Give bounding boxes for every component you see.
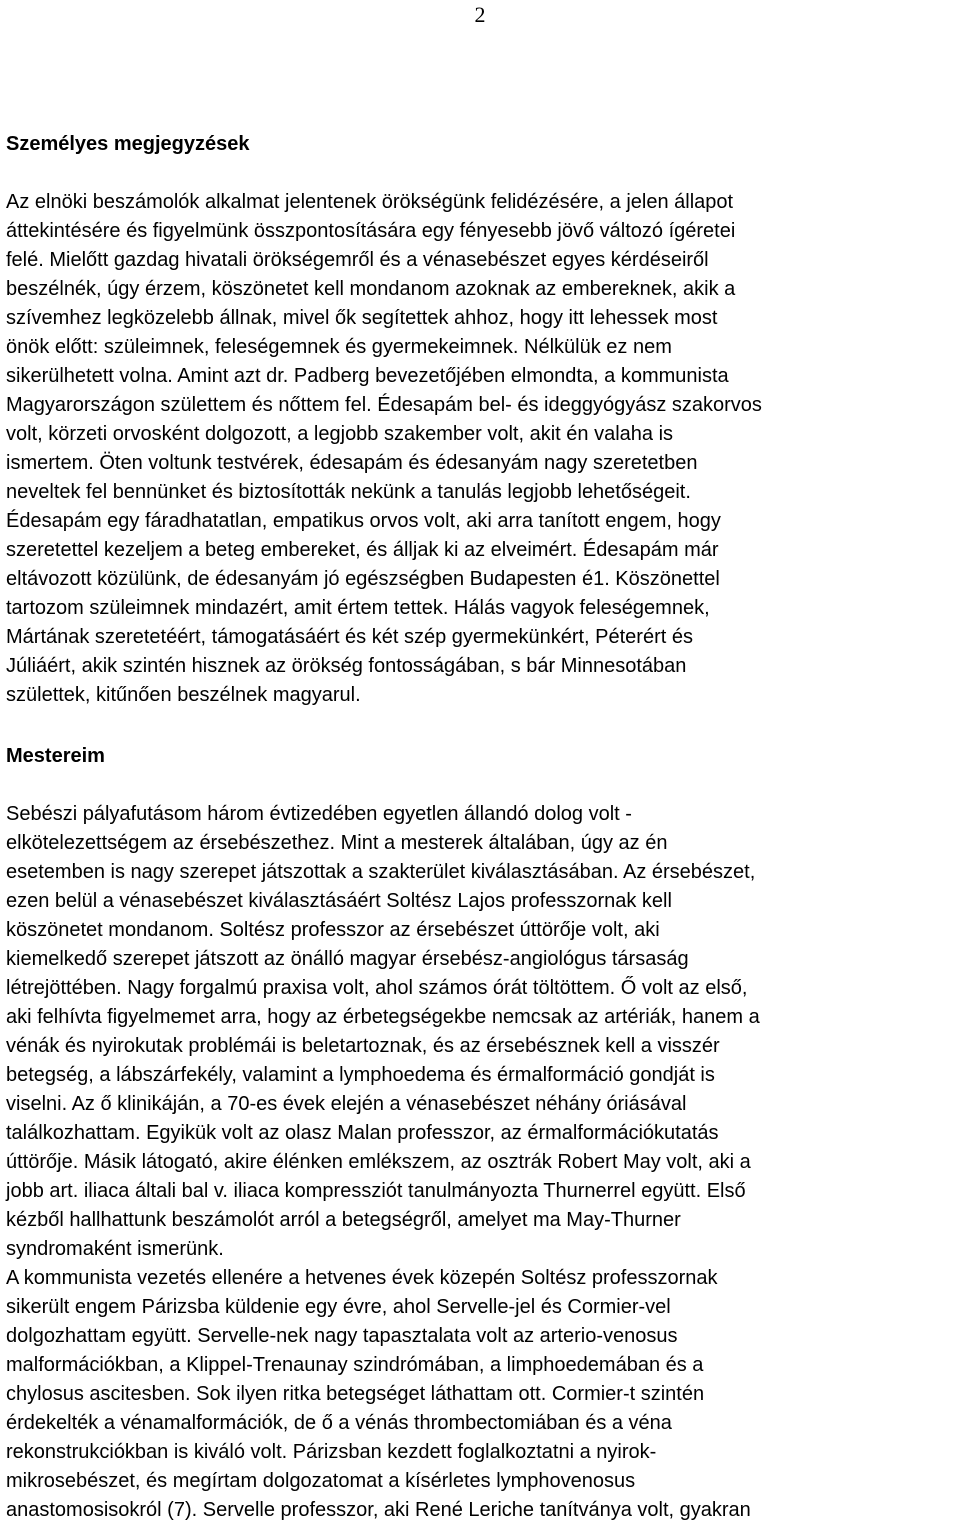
text-line: malformációkban, a Klippel-Trenaunay szindrómában, a limphoedemában és a: [6, 1354, 704, 1376]
text-line: létrejöttében. Nagy forgalmú praxisa volt, ahol számos órát töltöttem. Ő volt az első,: [6, 977, 748, 999]
text-line: tartozom szüleimnek mindazért, amit értem tettek. Hálás vagyok feleségemnek,: [6, 597, 710, 619]
text-line: Az elnöki beszámolók alkalmat jelentenek örökségünk felidézésére, a jelen állapot: [6, 191, 734, 213]
text-line: elkötelezettségem az érsebészethez. Mint a mesterek általában, úgy az én: [6, 832, 668, 854]
text-line: beszélnék, úgy érzem, köszönetet kell mondanom azoknak az embereknek, akik a: [6, 278, 736, 300]
text-line: szívemhez legközelebb állnak, mivel ők segítettek ahhoz, hogy itt lehessek most: [6, 307, 718, 329]
text-line: betegség, a lábszárfekély, valamint a lymphoedema és érmalformáció gondját is: [6, 1064, 715, 1086]
text-line: Édesapám egy fáradhatatlan, empatikus orvos volt, aki arra tanított engem, hogy: [6, 510, 721, 532]
text-line: jobb art. iliaca általi bal v. iliaca kompressziót tanulmányozta Thurnerrel együtt. Első: [6, 1180, 746, 1202]
text-line: ismertem. Öten voltunk testvérek, édesapám és édesanyám nagy szeretetben: [6, 452, 698, 474]
text-line: érdekelték a vénamalformációk, de ő a vénás thrombectomiában és a véna: [6, 1412, 672, 1434]
text-line: úttörője. Másik látogató, akire élénken emlékszem, az osztrák Robert May volt, aki a: [6, 1151, 751, 1173]
text-line: felé. Mielőtt gazdag hivatali örökségemről és a vénasebészet egyes kérdéseiről: [6, 249, 709, 271]
text-line: eltávozott közülünk, de édesanyám jó egészségben Budapesten é1. Köszönettel: [6, 568, 720, 590]
text-line: chylosus ascitesben. Sok ilyen ritka betegséget láthattam ott. Cormier-t szintén: [6, 1383, 705, 1405]
text-line: áttekintésére és figyelmünk összpontosítására egy fényesebb jövő változó ígéretei: [6, 220, 736, 242]
paragraph-masters: [6, 800, 760, 1525]
section-title-masters: Mestereim: [6, 745, 105, 767]
text-line: mikrosebészet, és megírtam dolgozatomat a kísérletes lymphovenosus: [6, 1470, 636, 1492]
text-line: volt, körzeti orvosként dolgozott, a legjobb szakember volt, akit én valaha is: [6, 423, 674, 445]
text-line: találkozhattam. Egyikük volt az olasz Malan professzor, az érmalformációkutatás: [6, 1122, 719, 1144]
text-line: sikerült engem Párizsba küldenie egy évre, ahol Servelle-jel és Cormier-vel: [6, 1296, 671, 1318]
text-line: szeretettel kezeljem a beteg embereket, és álljak ki az elveimért. Édesapám már: [6, 539, 719, 561]
text-line: vénák és nyirokutak problémái is beletartoznak, és az érsebésznek kell a visszér: [6, 1035, 720, 1057]
section-title-personal-notes: Személyes megjegyzések: [6, 133, 250, 155]
text-line: syndromaként ismerünk.: [6, 1238, 224, 1260]
text-line: ezen belül a vénasebészet kiválasztásáért Soltész Lajos professzornak kell: [6, 890, 672, 912]
page-number: 2: [474, 2, 486, 27]
text-line: kiemelkedő szerepet játszott az önálló magyar érsebész-angiológus társaság: [6, 948, 689, 970]
text-line: rekonstrukciókban is kiváló volt. Párizsban kezdett foglalkoztatni a nyirok-: [6, 1441, 657, 1463]
text-line: kézből hallhattunk beszámolót arról a betegségről, amelyet ma May-Thurner: [6, 1209, 681, 1231]
text-line: önök előtt: szüleimnek, feleségemnek és gyermekeimnek. Nélkülük ez nem: [6, 336, 672, 358]
text-line: sikerülhetett volna. Amint azt dr. Padberg bevezetőjében elmondta, a kommunista: [6, 365, 729, 387]
text-line: Sebészi pályafutásom három évtizedében egyetlen állandó dolog volt -: [6, 803, 632, 825]
text-line: Júliáért, akik szintén hisznek az örökség fontosságában, s bár Minnesotában: [6, 655, 687, 677]
text-line: dolgozhattam együtt. Servelle-nek nagy tapasztalata volt az arterio-venosus: [6, 1325, 678, 1347]
text-line: esetemben is nagy szerepet játszottak a szakterület kiválasztásában. Az érsebészet,: [6, 861, 756, 883]
text-line: születtek, kitűnően beszélnek magyarul.: [6, 684, 361, 706]
text-line: neveltek fel bennünket és biztosították nekünk a tanulás legjobb lehetőségeit.: [6, 481, 691, 503]
text-line: Mártának szeretetéért, támogatásáért és két szép gyermekünkért, Péterért és: [6, 626, 693, 648]
text-line: köszönetet mondanom. Soltész professzor az érsebészet úttörője volt, aki: [6, 919, 660, 941]
paragraph-personal-notes: [6, 188, 762, 710]
text-line: aki felhívta figyelmemet arra, hogy az érbetegségekbe nemcsak az artériák, hanem a: [6, 1006, 760, 1028]
text-line: viselni. Az ő klinikáján, a 70-es évek elején a vénasebészet néhány óriásával: [6, 1093, 687, 1115]
text-line: A kommunista vezetés ellenére a hetvenes évek közepén Soltész professzornak: [6, 1267, 718, 1289]
text-line: anastomosisokról (7). Servelle professzor, aki René Leriche tanítványa volt, gyakran: [6, 1499, 751, 1521]
text-line: Magyarországon születtem és nőttem fel. Édesapám bel- és ideggyógyász szakorvos: [6, 394, 762, 416]
